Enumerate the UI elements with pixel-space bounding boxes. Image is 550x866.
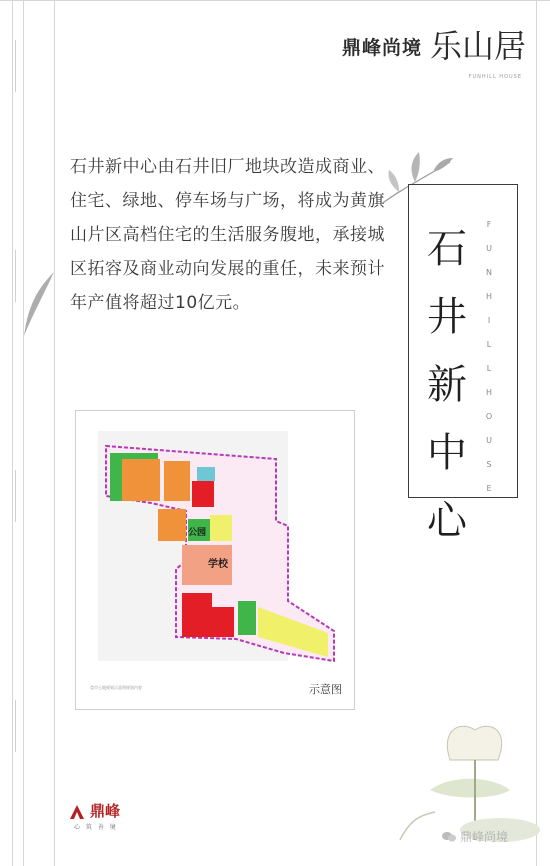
intro-paragraph: 石井新中心由石井旧厂地块改造成商业、住宅、绿地、停车场与广场，将成为黄旗山片区高档住宅的生活服务腹地，承接城区拓容及商业动向发展的重任，未来预计年产值将超过10亿元。 [70, 157, 385, 313]
brand-subtitle: FUNHILL HOUSE [468, 74, 522, 80]
frame-tick [15, 700, 16, 752]
title-box [408, 184, 518, 544]
dingfeng-logo-icon [68, 803, 86, 819]
frame-line-left [54, 0, 55, 866]
frame-line-top [0, 0, 550, 1]
wechat-icon [442, 831, 456, 843]
page-title: 石井新中心 [427, 226, 467, 544]
frame-line-left-outer [12, 0, 13, 866]
frame-line-left-inner [23, 0, 24, 866]
brand-script-logo: 乐山居 [429, 27, 526, 65]
footer-logo-name: 鼎峰 [90, 802, 121, 820]
frame-tick [15, 470, 16, 522]
site-map [75, 410, 355, 710]
wechat-account-name: 鼎峰尚境 [460, 830, 509, 844]
footer-logo [68, 800, 120, 821]
map-caption: 莞市土地规划示意图规划内容 [90, 685, 142, 690]
map-label-school: 学校 [208, 559, 228, 570]
map-label-park: 公园 [188, 528, 207, 538]
footer-logo-slogan: 心 筑 善 境 [74, 824, 118, 831]
frame-tick [15, 40, 16, 92]
brand-header [341, 27, 526, 65]
brand-name: 鼎峰尚境 [341, 36, 422, 59]
title-english-vertical: F U N H I L L H O U S E [485, 220, 493, 493]
leaf-icon [18, 270, 58, 340]
frame-tick [15, 250, 16, 302]
map-label: 示意图 [309, 683, 342, 696]
wechat-watermark [442, 828, 508, 845]
